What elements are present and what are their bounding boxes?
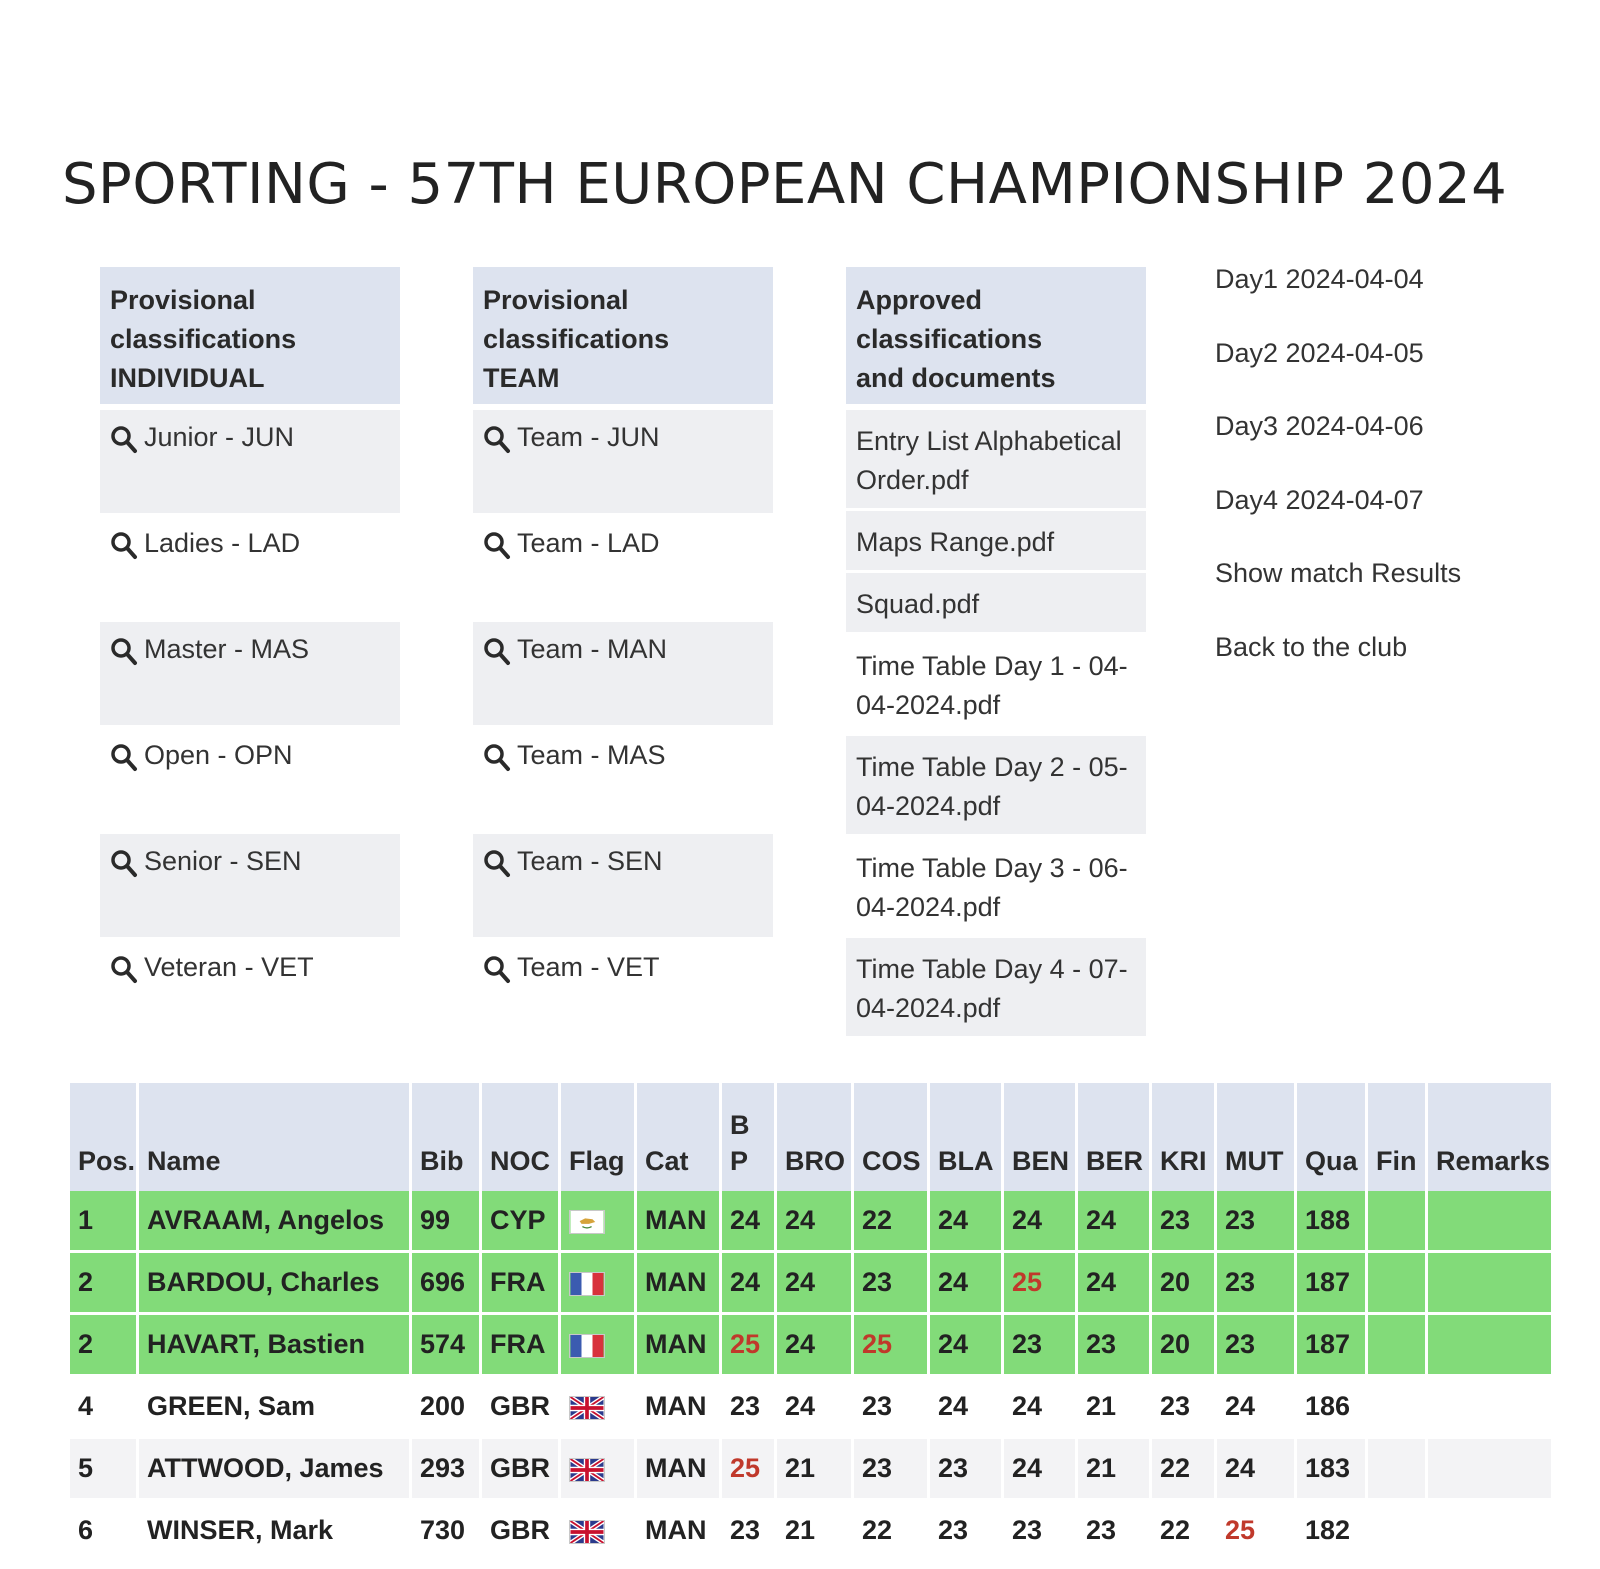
score-cell: 23 — [1217, 1315, 1294, 1377]
score-cell: 23 — [1152, 1191, 1214, 1253]
uk-flag-icon — [569, 1520, 605, 1544]
score-cell: 24 — [777, 1315, 851, 1377]
flag-cell — [561, 1439, 634, 1501]
table-row — [70, 1377, 1551, 1439]
table-row — [70, 1501, 1551, 1563]
heading-line: classifications — [110, 324, 297, 354]
day3-link[interactable]: Day3 2024-04-06 — [1215, 411, 1424, 441]
column-header: Flag — [561, 1083, 634, 1191]
individual-link-open[interactable] — [100, 725, 400, 831]
table-row — [70, 1191, 1551, 1253]
column-header: B P — [722, 1083, 774, 1191]
noc-cell: FRA — [482, 1315, 558, 1377]
final-cell — [1368, 1439, 1425, 1501]
search-icon — [483, 530, 511, 560]
show-match-results-link[interactable]: Show match Results — [1215, 558, 1462, 588]
athlete-name-cell: AVRAAM, Angelos — [139, 1191, 409, 1253]
position-cell: 2 — [70, 1315, 136, 1377]
score-cell: 21 — [777, 1501, 851, 1563]
remarks-cell — [1428, 1377, 1551, 1439]
column-header: Name — [139, 1083, 409, 1191]
qualification-total-cell: 183 — [1297, 1439, 1365, 1501]
final-cell — [1368, 1501, 1425, 1563]
heading-line: classifications — [483, 324, 670, 354]
link-label: Open - OPN — [144, 740, 293, 770]
noc-cell: FRA — [482, 1253, 558, 1315]
column-header: BLA — [930, 1083, 1001, 1191]
day1-link[interactable]: Day1 2024-04-04 — [1215, 264, 1424, 294]
score-cell: 24 — [722, 1253, 774, 1315]
search-icon — [483, 954, 511, 984]
link-label: Team - JUN — [517, 422, 660, 452]
heading-line: Approved — [856, 285, 983, 315]
search-icon — [110, 848, 138, 878]
athlete-name-cell: ATTWOOD, James — [139, 1439, 409, 1501]
score-cell: 21 — [777, 1439, 851, 1501]
qualification-total-cell: 182 — [1297, 1501, 1365, 1563]
athlete-name-cell: WINSER, Mark — [139, 1501, 409, 1563]
score-cell: 23 — [1004, 1315, 1075, 1377]
category-cell: MAN — [637, 1315, 719, 1377]
noc-cell: GBR — [482, 1377, 558, 1439]
score-cell: 21 — [1078, 1439, 1149, 1501]
score-cell: 23 — [1004, 1501, 1075, 1563]
score-cell: 24 — [722, 1191, 774, 1253]
score-cell: 23 — [854, 1377, 927, 1439]
bib-cell: 99 — [412, 1191, 479, 1253]
score-cell: 22 — [1152, 1439, 1214, 1501]
documents-heading — [846, 267, 1146, 407]
qualification-total-cell: 186 — [1297, 1377, 1365, 1439]
position-cell: 6 — [70, 1501, 136, 1563]
score-cell: 20 — [1152, 1315, 1214, 1377]
column-header: Cat — [637, 1083, 719, 1191]
score-cell: 24 — [777, 1191, 851, 1253]
cyprus-flag-icon — [569, 1210, 605, 1234]
athlete-name-cell: BARDOU, Charles — [139, 1253, 409, 1315]
link-label: Team - MAN — [517, 634, 668, 664]
search-icon — [483, 424, 511, 454]
remarks-cell — [1428, 1501, 1551, 1563]
score-cell: 25 — [722, 1439, 774, 1501]
category-cell: MAN — [637, 1191, 719, 1253]
heading-line: and documents — [856, 363, 1056, 393]
search-icon — [110, 636, 138, 666]
bib-cell: 200 — [412, 1377, 479, 1439]
score-cell: 23 — [1152, 1377, 1214, 1439]
heading-line: INDIVIDUAL — [110, 363, 265, 393]
individual-heading — [100, 267, 400, 407]
position-cell: 2 — [70, 1253, 136, 1315]
bib-cell: 293 — [412, 1439, 479, 1501]
team-link-master[interactable] — [473, 725, 773, 831]
score-cell: 25 — [1004, 1253, 1075, 1315]
score-cell: 23 — [722, 1377, 774, 1439]
team-link-junior[interactable] — [473, 407, 773, 513]
score-cell: 22 — [854, 1501, 927, 1563]
documents-column — [846, 267, 1146, 1036]
individual-link-ladies[interactable] — [100, 513, 400, 619]
noc-cell: GBR — [482, 1501, 558, 1563]
score-cell: 24 — [1078, 1253, 1149, 1315]
team-link-senior[interactable] — [473, 831, 773, 937]
category-cell: MAN — [637, 1377, 719, 1439]
column-header: KRI — [1152, 1083, 1214, 1191]
final-cell — [1368, 1377, 1425, 1439]
score-cell: 23 — [854, 1439, 927, 1501]
column-header: COS — [854, 1083, 927, 1191]
search-icon — [110, 530, 138, 560]
france-flag-icon — [569, 1272, 605, 1296]
individual-link-master[interactable] — [100, 619, 400, 725]
link-label: Master - MAS — [144, 634, 310, 664]
category-cell: MAN — [637, 1439, 719, 1501]
column-header: Remarks — [1428, 1083, 1551, 1191]
score-cell: 23 — [930, 1501, 1001, 1563]
score-cell: 23 — [1217, 1191, 1294, 1253]
column-header: Bib — [412, 1083, 479, 1191]
document-link-timetable-day2[interactable]: Time Table Day 2 - 05-04-2024.pdf — [846, 733, 1146, 834]
score-cell: 23 — [930, 1439, 1001, 1501]
search-icon — [110, 954, 138, 984]
column-header: MUT — [1217, 1083, 1294, 1191]
category-cell: MAN — [637, 1501, 719, 1563]
score-cell: 24 — [777, 1253, 851, 1315]
flag-cell — [561, 1253, 634, 1315]
score-cell: 22 — [854, 1191, 927, 1253]
team-link-ladies[interactable] — [473, 513, 773, 619]
flag-cell — [561, 1377, 634, 1439]
individual-classifications-column — [100, 267, 400, 1043]
uk-flag-icon — [569, 1458, 605, 1482]
score-cell: 23 — [1078, 1501, 1149, 1563]
remarks-cell — [1428, 1439, 1551, 1501]
link-label: Team - MAS — [517, 740, 666, 770]
link-label: Veteran - VET — [144, 952, 314, 982]
final-cell — [1368, 1315, 1425, 1377]
table-row — [70, 1253, 1551, 1315]
final-cell — [1368, 1253, 1425, 1315]
bib-cell: 730 — [412, 1501, 479, 1563]
document-link-timetable-day1[interactable]: Time Table Day 1 - 04-04-2024.pdf — [846, 632, 1146, 733]
search-icon — [483, 848, 511, 878]
score-cell: 25 — [722, 1315, 774, 1377]
qualification-total-cell: 187 — [1297, 1253, 1365, 1315]
day2-link[interactable]: Day2 2024-04-05 — [1215, 337, 1424, 368]
score-cell: 23 — [854, 1253, 927, 1315]
qualification-total-cell: 187 — [1297, 1315, 1365, 1377]
noc-cell: GBR — [482, 1439, 558, 1501]
bib-cell: 696 — [412, 1253, 479, 1315]
team-link-man[interactable] — [473, 619, 773, 725]
search-icon — [110, 424, 138, 454]
heading-line: Provisional — [483, 285, 629, 315]
team-classifications-column — [473, 267, 773, 1043]
link-label: Senior - SEN — [144, 846, 302, 876]
document-link-timetable-day4[interactable]: Time Table Day 4 - 07-04-2024.pdf — [846, 935, 1146, 1036]
team-heading — [473, 267, 773, 407]
position-cell: 4 — [70, 1377, 136, 1439]
individual-link-senior[interactable] — [100, 831, 400, 937]
score-cell: 24 — [930, 1377, 1001, 1439]
score-cell: 21 — [1078, 1377, 1149, 1439]
position-cell: 5 — [70, 1439, 136, 1501]
score-cell: 24 — [1217, 1377, 1294, 1439]
qualification-total-cell: 188 — [1297, 1191, 1365, 1253]
score-cell: 24 — [1217, 1439, 1294, 1501]
document-link-entry-list[interactable]: Entry List Alphabetical Order.pdf — [846, 407, 1146, 508]
score-cell: 24 — [777, 1377, 851, 1439]
score-cell: 24 — [930, 1315, 1001, 1377]
back-to-club-link[interactable]: Back to the club — [1215, 631, 1408, 662]
position-cell: 1 — [70, 1191, 136, 1253]
score-cell: 23 — [1078, 1315, 1149, 1377]
flag-cell — [561, 1315, 634, 1377]
uk-flag-icon — [569, 1396, 605, 1420]
document-link-squad[interactable]: Squad.pdf — [846, 570, 1146, 632]
score-cell: 24 — [930, 1253, 1001, 1315]
flag-cell — [561, 1191, 634, 1253]
final-cell — [1368, 1191, 1425, 1253]
table-row — [70, 1315, 1551, 1377]
score-cell: 24 — [1004, 1377, 1075, 1439]
heading-line: classifications — [856, 324, 1043, 354]
column-header: Fin — [1368, 1083, 1425, 1191]
search-icon — [483, 742, 511, 772]
score-cell: 22 — [1152, 1501, 1214, 1563]
score-cell: 25 — [854, 1315, 927, 1377]
day4-link[interactable]: Day4 2024-04-07 — [1215, 484, 1424, 515]
noc-cell: CYP — [482, 1191, 558, 1253]
remarks-cell — [1428, 1191, 1551, 1253]
document-link-timetable-day3[interactable]: Time Table Day 3 - 06-04-2024.pdf — [846, 834, 1146, 935]
page-title: SPORTING - 57TH EUROPEAN CHAMPIONSHIP 2024 — [62, 152, 1508, 217]
score-cell: 24 — [930, 1191, 1001, 1253]
search-icon — [110, 742, 138, 772]
column-header: BRO — [777, 1083, 851, 1191]
column-header: Pos. — [70, 1083, 136, 1191]
athlete-name-cell: HAVART, Bastien — [139, 1315, 409, 1377]
score-cell: 24 — [1004, 1439, 1075, 1501]
category-cell: MAN — [637, 1253, 719, 1315]
team-link-veteran[interactable] — [473, 937, 773, 1043]
remarks-cell — [1428, 1253, 1551, 1315]
athlete-name-cell: GREEN, Sam — [139, 1377, 409, 1439]
score-cell: 20 — [1152, 1253, 1214, 1315]
column-header: BER — [1078, 1083, 1149, 1191]
link-label: Team - SEN — [517, 846, 663, 876]
document-link-maps-range[interactable]: Maps Range.pdf — [846, 508, 1146, 570]
table-header-row — [70, 1083, 1551, 1191]
france-flag-icon — [569, 1334, 605, 1358]
score-cell: 25 — [1217, 1501, 1294, 1563]
score-cell: 23 — [722, 1501, 774, 1563]
heading-line: Provisional — [110, 285, 256, 315]
search-icon — [483, 636, 511, 666]
link-label: Junior - JUN — [144, 422, 295, 452]
bib-cell: 574 — [412, 1315, 479, 1377]
column-header: BEN — [1004, 1083, 1075, 1191]
column-header: Qua — [1297, 1083, 1365, 1191]
results-table — [67, 1083, 1554, 1563]
column-header: NOC — [482, 1083, 558, 1191]
link-label: Team - LAD — [517, 528, 660, 558]
score-cell: 24 — [1078, 1191, 1149, 1253]
link-label: Ladies - LAD — [144, 528, 301, 558]
score-cell: 24 — [1004, 1191, 1075, 1253]
remarks-cell — [1428, 1315, 1551, 1377]
score-cell: 23 — [1217, 1253, 1294, 1315]
flag-cell — [561, 1501, 634, 1563]
heading-line: TEAM — [483, 363, 560, 393]
individual-link-veteran[interactable] — [100, 937, 400, 1043]
table-row — [70, 1439, 1551, 1501]
side-links — [1215, 263, 1461, 704]
individual-link-junior[interactable] — [100, 407, 400, 513]
link-label: Team - VET — [517, 952, 660, 982]
